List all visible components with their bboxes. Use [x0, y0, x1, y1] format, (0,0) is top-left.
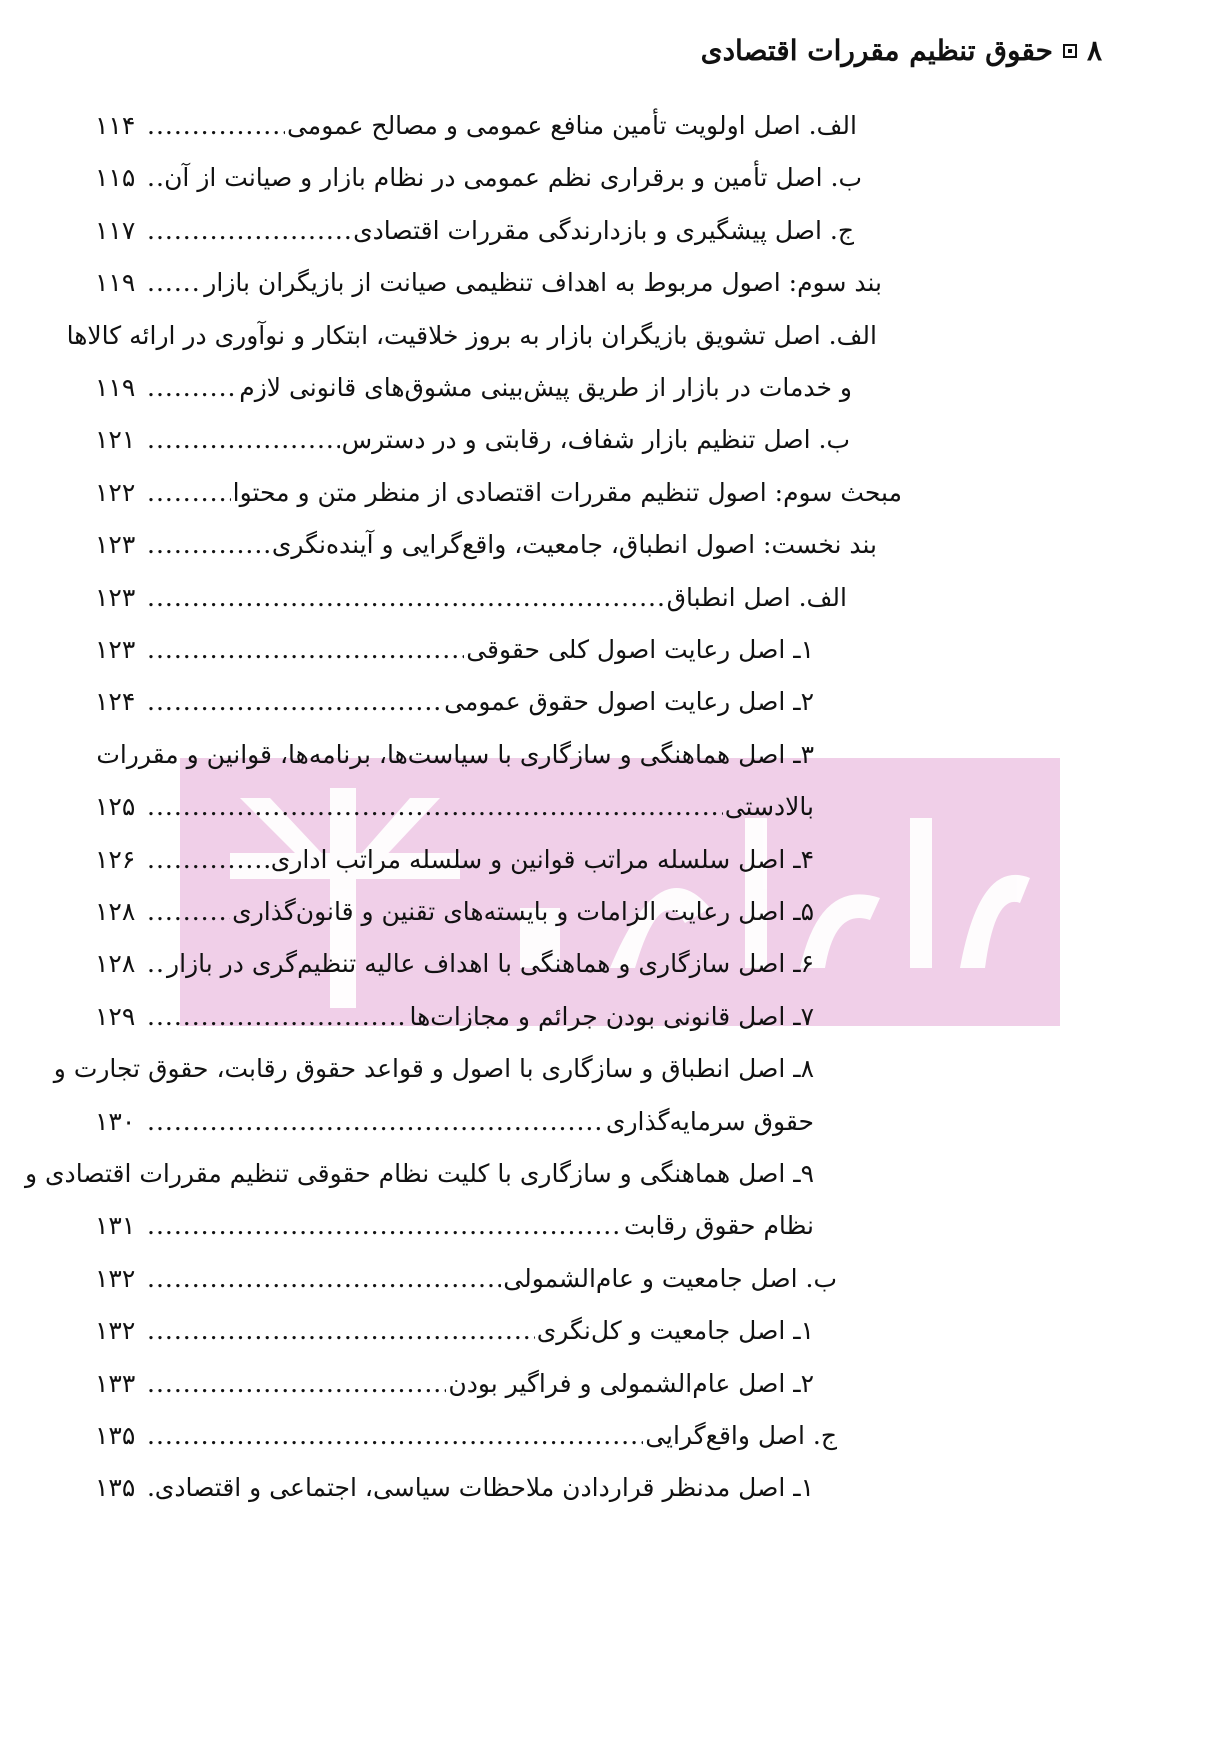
toc-entry-title: الف. اصل انطباق: [666, 582, 847, 612]
toc-entry-title: بند سوم: اصول مربوط به اهداف تنظیمی صیانت از بازیگران بازار: [204, 268, 882, 298]
toc-entry: [95, 211, 854, 251]
toc-page-number: ۱۲۵: [95, 792, 136, 822]
toc-page-number: ۱۱۵: [95, 163, 136, 193]
toc-entry: [95, 1259, 837, 1299]
toc-page-number: ۱۲۱: [95, 425, 136, 455]
toc-entry-continued: ۳ـ اصل هماهنگی و سازگاری با سیاست‌ها، برنامه‌ها، قوانین و مقررات: [96, 739, 814, 769]
toc-entry: [95, 682, 814, 722]
toc-entry: [95, 840, 814, 880]
dot-leader: [147, 473, 231, 513]
toc-entry-title: نظام حقوق رقابت: [623, 1211, 814, 1241]
toc-page-number: ۱۱۷: [95, 215, 136, 245]
toc-entry: [95, 263, 882, 303]
toc-entry: [95, 368, 852, 408]
toc-entry: [95, 1364, 814, 1404]
toc-page-number: ۱۱۴: [95, 111, 136, 140]
toc-entry: [95, 892, 814, 932]
dot-leader: [147, 1364, 446, 1404]
running-title: حقوق تنظیم مقررات اقتصادی: [700, 34, 1053, 67]
toc-entry: [95, 787, 814, 827]
toc-entry-title: بالادستی: [724, 792, 814, 822]
toc-entry: [95, 1102, 814, 1142]
toc-entry-title: ۲ـ اصل رعایت اصول حقوق عمومی: [444, 687, 814, 717]
toc-entry-title: ۷ـ اصل قانونی بودن جرائم و مجازات‌ها: [409, 1001, 814, 1031]
table-of-contents: [0, 106, 1222, 1706]
dot-leader: [147, 578, 665, 618]
dot-leader: [147, 1259, 501, 1299]
toc-page-number: ۱۲۳: [95, 635, 136, 664]
toc-page-number: ۱۲۳: [95, 582, 136, 612]
toc-page-number: ۱۲۲: [95, 477, 136, 507]
toc-page-number: ۱۲۸: [95, 897, 136, 926]
dot-leader: [147, 840, 269, 880]
dot-leader: [147, 368, 237, 408]
dot-leader: [147, 1416, 643, 1456]
toc-page-number: ۱۲۶: [95, 844, 136, 874]
toc-entry: [95, 158, 862, 198]
toc-entry: [95, 944, 814, 984]
dot-leader: [147, 211, 351, 251]
toc-entry-title: و خدمات در بازار از طریق پیش‌بینی مشوق‌های قانونی لازم: [239, 373, 852, 402]
toc-entry-title: ۵ـ اصل رعایت الزامات و بایسته‌های تقنین و قانون‌گذاری: [232, 897, 814, 926]
toc-entry: [95, 420, 850, 460]
toc-entry-title: ج. اصل واقع‌گرایی: [645, 1421, 837, 1450]
toc-page-number: ۱۱۹: [95, 373, 136, 402]
dot-leader: [147, 106, 285, 146]
dot-leader: [147, 997, 407, 1037]
toc-entry: [95, 473, 902, 513]
square-bullet-icon: [1063, 44, 1077, 58]
dot-leader: [147, 787, 723, 827]
toc-entry-title: ۴ـ اصل سلسله مراتب قوانین و سلسله مراتب اداری: [270, 844, 814, 874]
toc-entry: [95, 997, 814, 1037]
dot-leader: [147, 892, 230, 932]
toc-page-number: ۱۳۱: [95, 1211, 136, 1241]
toc-entry: [95, 1311, 814, 1351]
toc-page-number: ۱۲۹: [95, 1001, 136, 1031]
toc-entry: [95, 1416, 837, 1456]
toc-entry-title: ۱ـ اصل رعایت اصول کلی حقوقی: [466, 635, 814, 664]
toc-entry-title: ۱ـ اصل مدنظر قراردادن ملاحظات سیاسی، اجتماعی و اقتصادی: [154, 1473, 814, 1503]
toc-entry-title: ۱ـ اصل جامعیت و کل‌نگری: [536, 1316, 814, 1346]
toc-entry: [95, 525, 877, 565]
toc-entry: [95, 1468, 814, 1508]
page-number: ۸: [1086, 34, 1102, 67]
toc-entry-title: ب. اصل تأمین و برقراری نظم عمومی در نظام بازار و صیانت از آن: [164, 163, 862, 193]
dot-leader: [147, 525, 270, 565]
toc-page-number: ۱۲۳: [95, 530, 136, 560]
toc-page-number: ۱۳۳: [95, 1368, 136, 1398]
toc-entry-title: مبحث سوم: اصول تنظیم مقررات اقتصادی از منظر متن و محتوا: [232, 477, 902, 507]
toc-entry-title: ب. اصل تنظیم بازار شفاف، رقابتی و در دسترس: [341, 425, 850, 455]
toc-entry-continued: ۹ـ اصل هماهنگی و سازگاری با کلیت نظام حقوقی تنظیم مقررات اقتصادی و: [24, 1159, 814, 1188]
toc-entry-title: ۲ـ اصل عام‌الشمولی و فراگیر بودن: [448, 1368, 814, 1398]
dot-leader: [147, 630, 464, 670]
toc-page-number: ۱۳۵: [95, 1473, 136, 1503]
dot-leader: [147, 420, 340, 460]
dot-leader: [147, 1206, 622, 1246]
toc-page-number: ۱۲۸: [95, 949, 136, 979]
toc-entry-title: ج. اصل پیشگیری و بازدارندگی مقررات اقتصادی: [353, 215, 854, 245]
toc-page-number: ۱۱۹: [95, 268, 136, 298]
page-header: [701, 34, 1102, 67]
toc-page-number: ۱۳۲: [95, 1316, 136, 1346]
dot-leader: [147, 944, 165, 984]
toc-entry: [95, 106, 857, 146]
toc-entry-title: ۶ـ اصل سازگاری و هماهنگی با اهداف عالیه تنظیم‌گری در بازار: [167, 949, 814, 979]
toc-entry-continued: ۸ـ اصل انطباق و سازگاری با اصول و قواعد حقوق رقابت، حقوق تجارت و: [53, 1054, 814, 1084]
toc-entry-title: حقوق سرمایه‌گذاری: [605, 1106, 814, 1136]
toc-entry-title: بند نخست: اصول انطباق، جامعیت، واقع‌گرایی و آینده‌نگری: [271, 530, 877, 560]
dot-leader: [147, 682, 442, 722]
dot-leader: [147, 263, 202, 303]
toc-page-number: ۱۳۵: [95, 1421, 136, 1450]
dot-leader: [147, 1102, 604, 1142]
dot-leader: [147, 1311, 535, 1351]
dot-leader: [147, 158, 162, 198]
toc-page-number: ۱۳۰: [95, 1106, 136, 1136]
toc-entry-continued: الف. اصل تشویق بازیگران بازار به بروز خلاقیت، ابتکار و نوآوری در ارائه کالاها: [66, 320, 877, 350]
toc-page-number: ۱۲۴: [95, 687, 136, 717]
dot-leader: [147, 1468, 153, 1508]
toc-entry: [95, 578, 847, 618]
toc-entry-title: الف. اصل اولویت تأمین منافع عمومی و مصالح عمومی: [286, 111, 857, 140]
toc-entry: [95, 1206, 814, 1246]
toc-entry-title: ب. اصل جامعیت و عام‌الشمولی: [503, 1263, 837, 1293]
toc-page-number: ۱۳۲: [95, 1263, 136, 1293]
toc-entry: [95, 630, 814, 670]
